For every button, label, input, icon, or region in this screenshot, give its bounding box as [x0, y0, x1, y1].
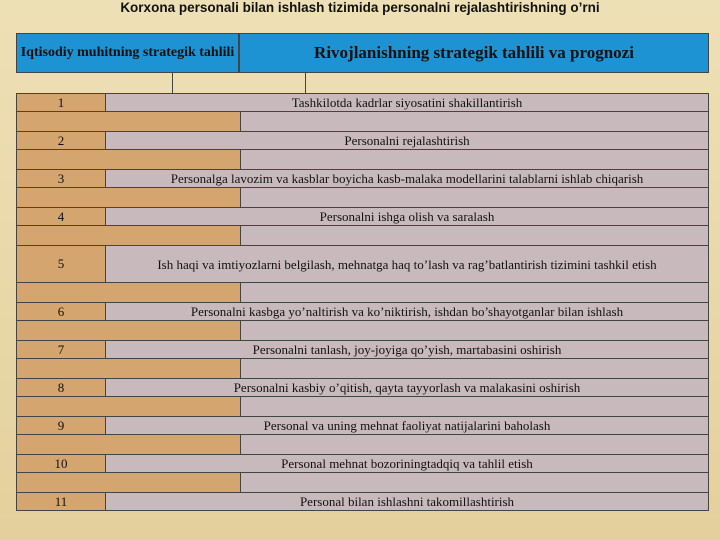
- row-text: Personalni tanlash, joy-joyiga qo’yish, martabasini oshirish: [252, 342, 562, 357]
- row-text: Personal va uning mehnat faoliyat natijalarini baholash: [263, 418, 551, 433]
- table-row: [16, 454, 709, 473]
- row-number: 10: [17, 455, 106, 472]
- table-row: [16, 93, 709, 112]
- table-row: [16, 340, 709, 359]
- header-development-analysis: Rivojlanishning strategik tahlili va prognozi: [239, 33, 709, 73]
- row-spacer: [16, 435, 709, 454]
- row-spacer: [16, 188, 709, 207]
- connector-line: [305, 73, 306, 93]
- row-text: Personalni kasbiy o’qitish, qayta tayyorlash va malakasini oshirish: [233, 380, 581, 395]
- row-text: Personalni kasbga yo’naltirish va ko’niktirish, ishdan bo’shayotganlar bilan ishlash: [190, 304, 624, 319]
- table-row: [16, 207, 709, 226]
- row-text: Personalni rejalashtirish: [344, 133, 470, 148]
- row-number: 7: [17, 341, 106, 358]
- row-spacer: [16, 359, 709, 378]
- table-row: [16, 492, 709, 511]
- row-spacer: [16, 112, 709, 131]
- row-number: 9: [17, 417, 106, 434]
- header-economic-analysis: Iqtisodiy muhitning strategik tahlili: [16, 33, 239, 73]
- table-row: [16, 302, 709, 321]
- row-spacer: [16, 321, 709, 340]
- table-row: [16, 169, 709, 188]
- row-text: Personal mehnat bozoriningtadqiq va tahlil etish: [281, 456, 533, 471]
- row-text: Personalga lavozim va kasblar boyicha kasb-malaka modellarini talablarni ishlab chiqarish: [170, 171, 644, 186]
- row-text: Tashkilotda kadrlar siyosatini shakillantirish: [291, 95, 523, 110]
- row-spacer: [16, 283, 709, 302]
- table-row: [16, 378, 709, 397]
- row-number: 5: [17, 246, 106, 282]
- row-number: 1: [17, 94, 106, 111]
- row-text: Ish haqi va imtiyozlarni belgilash, mehnatga haq to’lash va rag’batlantirish tizimini tashkil etish: [157, 256, 657, 272]
- table-row: [16, 245, 709, 283]
- row-text: Personalni ishga olish va saralash: [319, 209, 495, 224]
- row-text: Personal bilan ishlashni takomillashtirish: [299, 494, 515, 509]
- row-spacer: [16, 150, 709, 169]
- slide-title: Korxona personali bilan ishlash tizimida personalni rejalashtirishning o’rni: [120, 0, 600, 15]
- row-number: 11: [17, 493, 106, 510]
- row-number: 6: [17, 303, 106, 320]
- row-spacer: [16, 226, 709, 245]
- row-number: 8: [17, 379, 106, 396]
- row-number: 4: [17, 208, 106, 225]
- row-spacer: [16, 473, 709, 492]
- row-spacer: [16, 397, 709, 416]
- connector-line: [172, 73, 173, 93]
- row-number: 2: [17, 132, 106, 149]
- row-number: 3: [17, 170, 106, 187]
- table-row: [16, 131, 709, 150]
- table-row: [16, 416, 709, 435]
